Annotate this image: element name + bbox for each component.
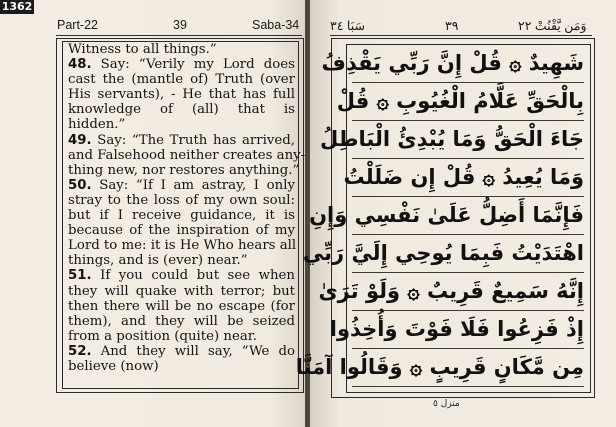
text-line (68, 102, 295, 117)
text-line (68, 117, 295, 132)
line-text: stray to the loss of my own soul: (68, 192, 295, 208)
left-surah-label: Saba-34 (252, 18, 300, 32)
text-line (68, 193, 295, 208)
left-part-label: Part-22 (57, 18, 98, 32)
verse-number: 52. (68, 343, 92, 359)
line-text: because of the inspiration of my (68, 223, 295, 239)
text-line (68, 284, 295, 299)
right-header-rule (330, 35, 592, 36)
line-text: believe (now) (68, 358, 159, 374)
text-line (68, 268, 295, 283)
text-line (68, 57, 295, 72)
line-text: then there will be no escape (for (68, 298, 295, 314)
text-line (68, 208, 295, 223)
arabic-line: بِالْحَقِّ عَلَّامُ الْغُيُوبِ ۞ قُلْ (352, 83, 584, 121)
arabic-line: شَهِيدٌ ۞ قُلْ إِنَّ رَبِّي يَقْذِفُ (352, 45, 584, 83)
text-line (68, 253, 295, 268)
text-line (68, 42, 295, 57)
line-text: Say: “The Truth has arrived, (91, 132, 295, 148)
text-line (68, 133, 295, 148)
verse-number: 51. (68, 268, 92, 284)
verse-number: 49. (68, 132, 92, 148)
arabic-line: اهْتَدَيْتُ فَبِمَا يُوحِي إِلَيَّ رَبِّي (352, 235, 584, 273)
text-line (68, 162, 300, 178)
line-text: Say: “If I am astray, I only (91, 177, 295, 193)
line-text: from a position (quite) near. (68, 328, 257, 344)
arabic-line: جَاءَ الْحَقُّ وَمَا يُبْدِئُ الْبَاطِلُ (352, 121, 584, 159)
line-text: and Falsehood neither creates any- (68, 147, 306, 163)
line-text: but if I receive guidance, it is (68, 208, 295, 224)
line-text: If you could but see when (91, 268, 295, 284)
translation-text (68, 42, 306, 374)
line-text: hidden.” (68, 117, 126, 133)
line-text: them), and they will be seized (68, 313, 295, 329)
line-text: thing new, nor restores anything.” (68, 162, 300, 178)
text-line (68, 87, 295, 102)
text-line (68, 178, 295, 193)
arabic-line: مِن مَّكَانٍ قَرِيبٍ ۞ وَقَالُوا آمَنَّا (352, 349, 584, 387)
right-surah-label: سَبَا ٣٤ (330, 19, 365, 33)
line-text: things, and is (ever) near.” (68, 253, 248, 269)
arabic-line: فَإِنَّمَا أَضِلُّ عَلَىٰ نَفْسِي وَإِنِ (352, 197, 584, 235)
line-text: And they will say, “We do (91, 343, 295, 359)
arabic-line: وَمَا يُعِيدُ ۞ قُلْ إِن ضَلَلْتُ (352, 159, 584, 197)
text-line (68, 359, 295, 374)
line-text: Lord to me: it is He Who hears all (68, 238, 297, 254)
page-tag: 1362 (1, 0, 33, 13)
left-page-number: 39 (173, 18, 187, 32)
line-text: knowledge of (all) that is (68, 102, 295, 118)
left-header-rule (56, 35, 302, 36)
text-line (68, 147, 306, 163)
line-text: Say: “Verily my Lord does (91, 57, 295, 73)
manzil-marker: منزل ٥ (433, 399, 460, 409)
text-line (68, 238, 295, 253)
text-line (68, 329, 295, 344)
verse-number: 48. (68, 57, 92, 73)
arabic-line: إِذْ فَزِعُوا فَلَا فَوْتَ وَأُخِذُوا (352, 311, 584, 349)
line-text: His servants), - He that has full (68, 87, 295, 103)
verse-number: 50. (68, 177, 92, 193)
text-line (68, 223, 295, 238)
text-line (68, 344, 295, 359)
text-line (68, 72, 295, 87)
line-text: they will quake with terror; but (68, 283, 295, 299)
right-header-label: وَمَن يَّقْنُتْ ٢٢ (518, 19, 587, 33)
right-page-number: ٣٩ (445, 19, 459, 33)
line-text: Witness to all things.” (68, 42, 217, 57)
arabic-line: إِنَّهُ سَمِيعٌ قَرِيبٌ ۞ وَلَوْ تَرَىٰ (352, 273, 584, 311)
text-line (68, 314, 295, 329)
line-text: cast the (mantle of) Truth (over (68, 72, 295, 88)
text-line (68, 299, 295, 314)
